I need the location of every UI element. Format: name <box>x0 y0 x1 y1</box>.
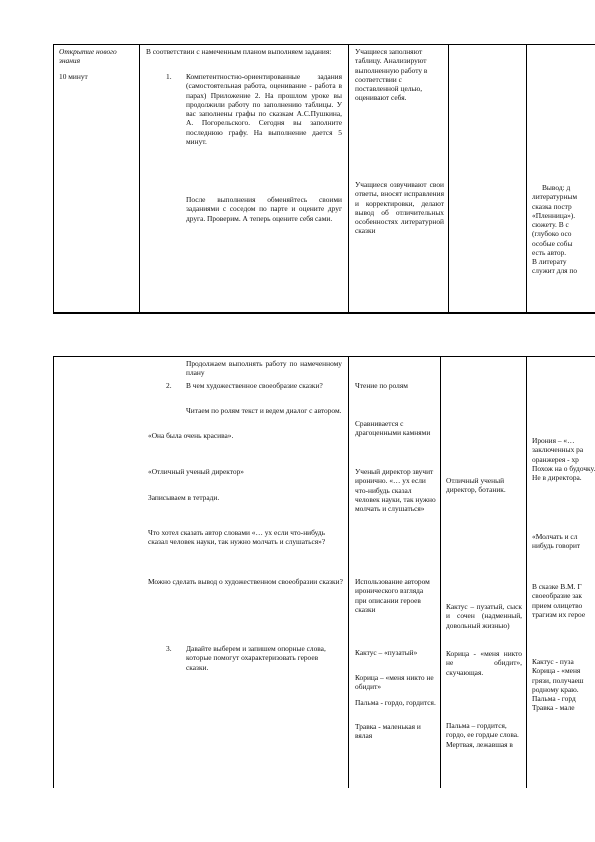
notes-irony: Ирония – «… заключенных ра оранжерея - хр Похож на о будочку. Не в директора. <box>532 436 595 482</box>
teacher-read-roles: Читаем по ролям текст и ведем диалог с автором. <box>186 406 342 415</box>
teacher-conclude: Можно сделать вывод о художественном своеобразии сказки? <box>148 577 343 586</box>
teacher-question: Что хотел сказать автор словами «… ух если что-нибудь сказал человек науки, так нужно молчать и слушаться»? <box>148 528 326 547</box>
item-number: 2. <box>166 381 172 390</box>
student-kaktus: Кактус – «пузатый» <box>355 648 418 657</box>
words-director: Отличный ученый директор, ботаник. <box>446 476 506 495</box>
notes-silent: «Молчать и сл нибудь говорит <box>532 532 581 551</box>
student-palma: Пальма - гордо, гордится. <box>355 698 436 707</box>
student-scientist: Ученый директор звучит иронично. «… ух если что-нибудь сказал человек науки, так нужно молчать и слушаться» <box>355 467 436 513</box>
director-quote: «Отличный ученый директор» <box>148 467 244 476</box>
student-activity-2: Учащиеся озвучивают свои ответы, вносят исправления и корректировки, делают вывод об отличительных особенностях литературной сказки <box>355 180 444 236</box>
teacher-continue: Продолжаем выполнять работу по намеченному плану <box>186 359 342 378</box>
teacher-intro: В соответствии с намеченным планом выполняем задания: <box>146 47 332 56</box>
notes-characters: Кактус - пуза Корица - «меня грязи, получаеш родному краю. Пальма - горд Травка - мале <box>532 657 584 713</box>
words-korica: Корица - «меня никто не обидит», скучающая. <box>446 649 522 677</box>
student-activity-1: Учащиеся заполняют таблицу. Анализируют выполненную работу в соответствии с поставленной целью, оценивают себя. <box>355 47 428 103</box>
student-irony: Использование автором иронического взгляда при описании героев сказки <box>355 577 430 614</box>
table2-col-divider <box>526 356 527 788</box>
teacher-task-3: Давайте выберем и запишем опорные слова, которые помогут охарактеризовать героев сказки. <box>186 644 326 672</box>
table2-top-border <box>53 356 595 357</box>
text-quote: «Она была очень красива». <box>148 431 234 440</box>
table2-col-divider <box>440 356 441 788</box>
student-travka: Травка - маленькая и вялая <box>355 722 421 741</box>
stage-duration: 10 минут <box>59 72 88 81</box>
teacher-after-task: После выполнения обменяйтесь своими заданиями с соседом по парте и оцените друг друга. Проверим. А теперь оцените себя сами. <box>186 195 342 223</box>
teacher-task-1: Компетентностно-ориентированные задания (самостоятельная работа, оценивание - работа в парах) Приложение 2. На прошлом уроке вы продолжили работу по заполнению таблицы. У вас заполнены графы по сказкам А.С.Пушкина, А. Погорельского. Сегодня вы заполните последнюю графу. На выполнение дается 5 минут. <box>186 72 342 146</box>
stage-title: Открытие нового знания <box>59 47 117 66</box>
words-kaktus: Кактус – пузатый, сыск и сочен (надменный, довольный жизнью) <box>446 602 522 630</box>
notes-garshin: В сказке В.М. Г своеобразие зак прием олицетво трагизм их герое <box>532 582 586 619</box>
item-number: 1. <box>166 72 172 81</box>
table2-left-border <box>53 356 54 788</box>
table2-col-divider <box>348 356 349 788</box>
student-compare: Сравнивается с драгоценными камнями <box>355 419 431 438</box>
student-korica: Корица – «меня никто не обидит» <box>355 673 434 692</box>
words-palma: Пальма – гордится, гордо, ее гордые слова. Мертвая, лежавшая в <box>446 721 519 749</box>
item-number: 3. <box>166 644 172 653</box>
notebook-note: Записываем в тетради. <box>148 493 220 502</box>
teacher-task-2: В чем художественное своеобразие сказки? <box>186 381 323 390</box>
student-roles: Чтение по ролям <box>355 381 408 390</box>
conclusion-text: Вывод: д литературным сказка постр «Пленница»). сюжету. В с (глубоко осо особые собы есть автор. В литерату служит для по <box>532 183 578 276</box>
